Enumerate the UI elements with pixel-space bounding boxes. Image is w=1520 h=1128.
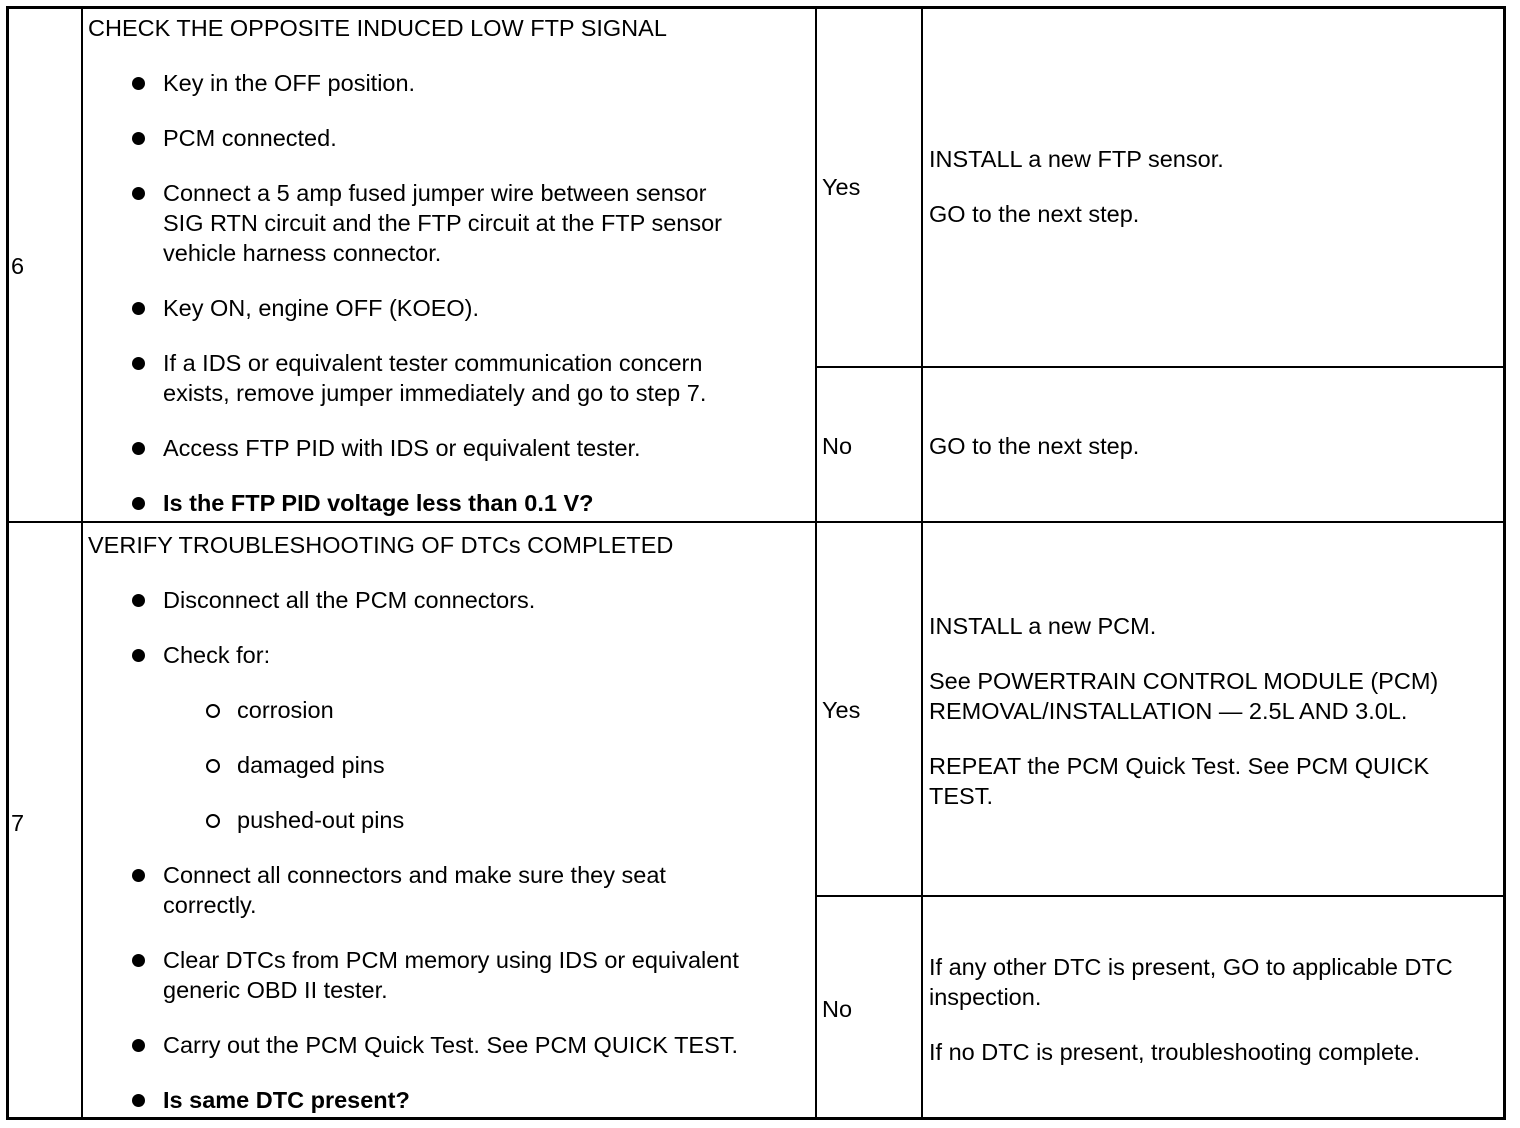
yes-label: Yes [822, 174, 861, 200]
question-item: Is same DTC present? [163, 1087, 410, 1113]
column-divider-step [81, 7, 83, 1119]
list-item-continuation: exists, remove jumper immediately and go to step 7. [163, 380, 707, 406]
yes-label: Yes [822, 697, 861, 723]
sub-list-item: pushed-out pins [237, 807, 405, 833]
no-label: No [822, 433, 853, 459]
list-item: PCM connected. [163, 125, 337, 151]
list-item: Access FTP PID with IDS or equivalent tester. [163, 435, 641, 461]
yes-action-line: INSTALL a new FTP sensor. [929, 146, 1224, 172]
list-item: Connect all connectors and make sure they seat [163, 862, 666, 888]
bullet-icon [132, 649, 145, 662]
yes-action-line: See POWERTRAIN CONTROL MODULE (PCM) [929, 668, 1439, 694]
yes-action-line: REMOVAL/INSTALLATION — 2.5L AND 3.0L. [929, 698, 1408, 724]
step-title: VERIFY TROUBLESHOOTING OF DTCs COMPLETED [88, 532, 674, 558]
column-divider-result [921, 7, 923, 1119]
sub-bullet-icon [206, 759, 220, 773]
bullet-icon [132, 302, 145, 315]
list-item: Clear DTCs from PCM memory using IDS or equivalent [163, 947, 739, 973]
list-item: Disconnect all the PCM connectors. [163, 587, 536, 613]
step-title: CHECK THE OPPOSITE INDUCED LOW FTP SIGNAL [88, 15, 667, 41]
no-action-line: inspection. [929, 984, 1042, 1010]
bullet-icon [132, 954, 145, 967]
list-item-continuation: SIG RTN circuit and the FTP circuit at the FTP sensor [163, 210, 722, 236]
list-item-continuation: correctly. [163, 892, 257, 918]
yes-action-line: INSTALL a new PCM. [929, 613, 1157, 639]
list-item: If a IDS or equivalent tester communication concern [163, 350, 703, 376]
bullet-icon [132, 187, 145, 200]
list-item-continuation: generic OBD II tester. [163, 977, 388, 1003]
list-item: Key in the OFF position. [163, 70, 416, 96]
list-item: Connect a 5 amp fused jumper wire between sensor [163, 180, 707, 206]
yes-action-line: TEST. [929, 783, 993, 809]
no-action-line: GO to the next step. [929, 433, 1140, 459]
bullet-icon [132, 357, 145, 370]
step-number: 7 [11, 810, 25, 836]
no-action-line: If any other DTC is present, GO to applicable DTC [929, 954, 1453, 980]
sub-bullet-icon [206, 704, 220, 718]
no-label: No [822, 996, 853, 1022]
step-number: 6 [11, 253, 25, 279]
row7-yes-no-divider [815, 895, 1505, 897]
bullet-icon [132, 497, 145, 510]
bullet-icon [132, 132, 145, 145]
bullet-icon [132, 869, 145, 882]
bullet-icon [132, 1094, 145, 1107]
bullet-icon [132, 594, 145, 607]
yes-action-line: GO to the next step. [929, 201, 1140, 227]
list-item: Carry out the PCM Quick Test. See PCM QUICK TEST. [163, 1032, 739, 1058]
bullet-icon [132, 442, 145, 455]
bullet-icon [132, 77, 145, 90]
bullet-icon [132, 1039, 145, 1052]
yes-action-line: REPEAT the PCM Quick Test. See PCM QUICK [929, 753, 1430, 779]
no-action-line: If no DTC is present, troubleshooting complete. [929, 1039, 1421, 1065]
question-item: Is the FTP PID voltage less than 0.1 V? [163, 490, 594, 516]
list-item: Check for: [163, 642, 271, 668]
sub-bullet-icon [206, 814, 220, 828]
list-item: Key ON, engine OFF (KOEO). [163, 295, 480, 321]
column-divider-action [815, 7, 817, 1119]
list-item-continuation: vehicle harness connector. [163, 240, 442, 266]
row6-yes-no-divider [815, 366, 1505, 368]
sub-list-item: corrosion [237, 697, 334, 723]
sub-list-item: damaged pins [237, 752, 385, 778]
row-divider [7, 521, 1505, 523]
